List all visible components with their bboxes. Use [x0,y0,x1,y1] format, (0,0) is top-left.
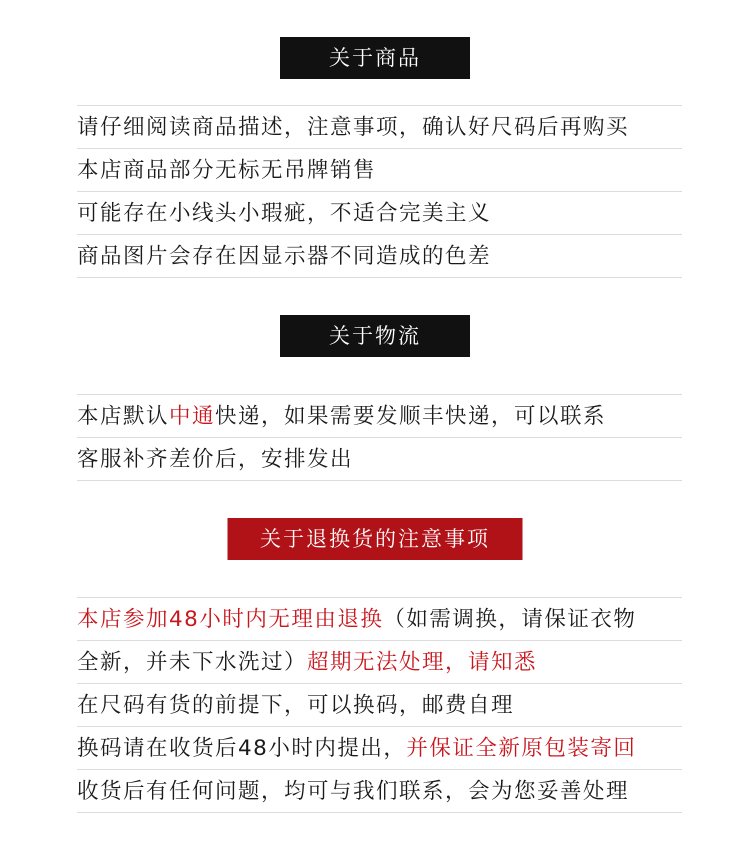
note-text: 可能存在小线头小瑕疵，不适合完美主义 [77,201,492,226]
returns-notes-list [77,597,682,813]
list-item [77,597,682,640]
note-text: 客服补齐差价后，安排发出 [77,447,354,472]
list-item [77,726,682,769]
overdue-highlight: 超期无法处理，请知悉 [307,650,538,675]
list-item [77,191,682,234]
goods-notes-list [77,105,682,278]
section-title-returns: 关于退换货的注意事项 [228,518,523,560]
list-item [77,769,682,813]
note-text: 换码请在收货后48小时内提出， [77,736,407,761]
note-text: 本店商品部分无标无吊牌销售 [77,158,377,183]
list-item [77,148,682,191]
note-text: 快递，如果需要发顺丰快递，可以联系 [215,404,607,429]
note-text: 在尺码有货的前提下，可以换码，邮费自理 [77,693,515,718]
packaging-highlight: 并保证全新原包装寄回 [406,736,637,761]
list-item [77,394,682,437]
note-text: 本店默认 [77,404,170,429]
note-text: 请仔细阅读商品描述，注意事项，确认好尺码后再购买 [77,115,630,140]
note-text: 全新，并未下水洗过） [77,650,308,675]
note-text: （如需调换，请保证衣物 [383,607,637,632]
logistics-notes-list [77,394,682,481]
note-text: 收货后有任何问题，均可与我们联系，会为您妥善处理 [77,779,630,804]
list-item [77,105,682,148]
list-item [77,640,682,683]
section-title-logistics: 关于物流 [280,315,470,357]
list-item [77,683,682,726]
return-policy-highlight: 本店参加48小时内无理由退换 [77,607,384,632]
list-item [77,437,682,481]
note-text: 商品图片会存在因显示器不同造成的色差 [77,244,492,269]
list-item [77,234,682,278]
courier-highlight: 中通 [169,404,216,429]
section-title-goods: 关于商品 [280,37,470,79]
